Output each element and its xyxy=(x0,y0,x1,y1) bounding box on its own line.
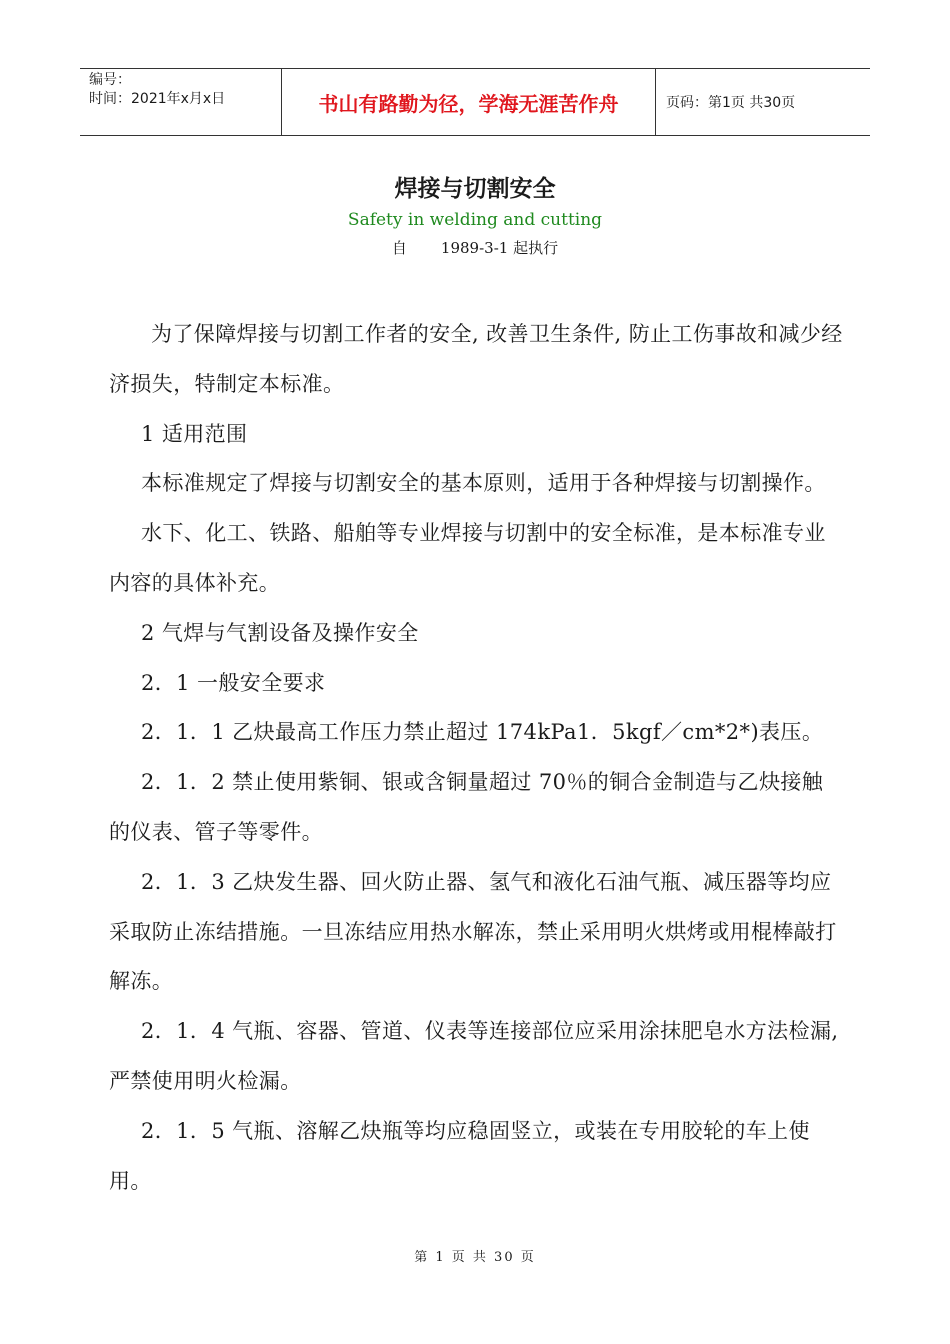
header-page-info: 页码：第1页 共30页 xyxy=(666,95,796,111)
section-heading-1: 1 适用范围 xyxy=(141,421,248,446)
clause-2-1-1: 2．1．1 乙炔最高工作压力禁止超过 174kPa1．5kgf／cm*2*)表压。 xyxy=(141,720,824,745)
document-number-label: 编号： xyxy=(89,72,131,88)
effective-date: 1989-3-1 xyxy=(440,239,509,257)
page-footer: 第 1 页 共 30 页 xyxy=(414,1250,536,1265)
clause-2-1-5: 2．1．5 气瓶、溶解乙炔瓶等均应稳固竖立，或装在专用胶轮的车上使用。 xyxy=(109,1118,810,1193)
header-motto: 书山有路勤为径，学海无涯苦作舟 xyxy=(282,69,656,135)
document-time-label: 时间：2021年x月x日 xyxy=(89,91,226,107)
clause-2-1-4: 2．1．4 气瓶、容器、管道、仪表等连接部位应采用涂抹肥皂水方法检漏, 严禁使用明火检漏。 xyxy=(109,1019,839,1093)
clause-2-1-3: 2．1．3 乙炔发生器、回火防止器、氢气和液化石油气瓶、减压器等均应采取防止冻结措施。一旦冻结应用热水解冻，禁止采用明火烘烤或用棍棒敲打解冻。 xyxy=(109,869,837,994)
clause-2-1-2: 2．1．2 禁止使用紫铜、银或含铜量超过 70％的铜合金制造与乙炔接触的仪表、管子等零件。 xyxy=(109,770,824,844)
paragraph: 本标准规定了焊接与切割安全的基本原则，适用于各种焊接与切割操作。 xyxy=(141,471,826,496)
effective-suffix: 起执行 xyxy=(513,239,559,257)
document-body xyxy=(109,310,844,1206)
document-title: 焊接与切割安全 xyxy=(394,176,556,202)
paragraph-intro: 为了保障焊接与切割工作者的安全, 改善卫生条件, 防止工伤事故和减少经济损失，特制定本标准。 xyxy=(109,322,843,396)
section-heading-2-1: 2．1 一般安全要求 xyxy=(141,670,326,695)
effective-date-line xyxy=(0,237,950,258)
paragraph: 水下、化工、铁路、船舶等专业焊接与切割中的安全标准，是本标准专业内容的具体补充。 xyxy=(109,521,826,595)
header-table xyxy=(80,68,870,136)
section-heading-2: 2 气焊与气割设备及操作安全 xyxy=(141,620,419,645)
effective-prefix: 自 xyxy=(391,239,407,257)
header-meta-cell xyxy=(80,69,282,135)
document-subtitle-en: Safety in welding and cutting xyxy=(347,210,603,230)
